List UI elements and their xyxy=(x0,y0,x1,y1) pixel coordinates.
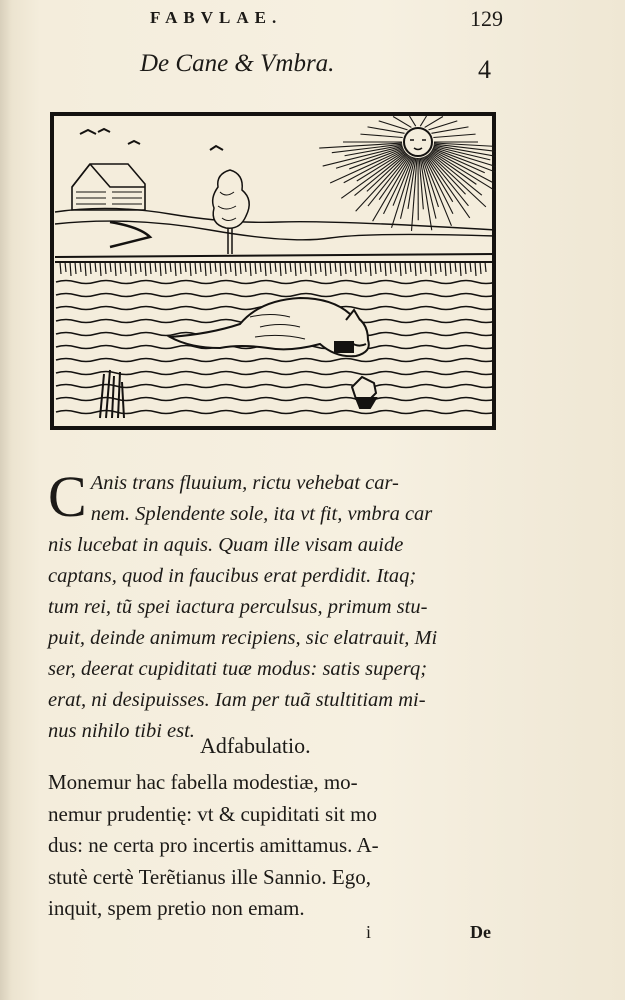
moral-line: Monemur hac fabella modestiæ, mo- xyxy=(48,770,358,794)
text-line: puit, deinde animum recipiens, sic elatrauit, Mi xyxy=(48,627,438,649)
fable-number: 4 xyxy=(478,55,491,84)
fable-text xyxy=(48,464,508,747)
catchword: De xyxy=(470,922,491,942)
woodcut-illustration xyxy=(50,112,496,430)
text-line: captans, quod in faucibus erat perdidit. Itaq; xyxy=(48,565,417,587)
meat xyxy=(335,342,353,352)
text-line: ser, deerat cupiditati tuæ modus: satis superq; xyxy=(48,658,428,680)
moral-line: stutè certè Terẽtianus ille Sannio. Ego, xyxy=(48,864,371,889)
signature-mark: i xyxy=(366,922,372,942)
text-line: nis lucebat in aquis. Quam ille visam auide xyxy=(48,534,404,556)
text-line: erat, ni desipuisses. Iam per tuã stultitiam mi- xyxy=(48,689,426,711)
moral-heading: Adfabulatio. xyxy=(200,733,311,758)
page-number: 129 xyxy=(470,6,503,31)
text-line: nus nihilo tibi est. xyxy=(48,720,195,742)
text-line: Anis trans fluuium, rictu vehebat car- xyxy=(90,472,399,494)
moral-line: inquit, spem pretio non emam. xyxy=(48,896,305,920)
running-head: FABVLAE. xyxy=(150,8,283,27)
moral-line: dus: ne certa pro incertis amittamus. A- xyxy=(48,833,379,857)
moral-line: nemur prudentię: vt & cupiditati sit mo xyxy=(48,801,377,826)
text-line: nem. Splendente sole, ita vt fit, vmbra car xyxy=(90,503,433,525)
text-line: tum rei, tũ spei iactura perculsus, primum stu- xyxy=(48,596,428,618)
fable-title: De Cane & Vmbra. xyxy=(140,50,335,77)
drop-capital: C xyxy=(48,464,87,529)
sun xyxy=(404,128,432,156)
moral-text xyxy=(48,767,508,925)
